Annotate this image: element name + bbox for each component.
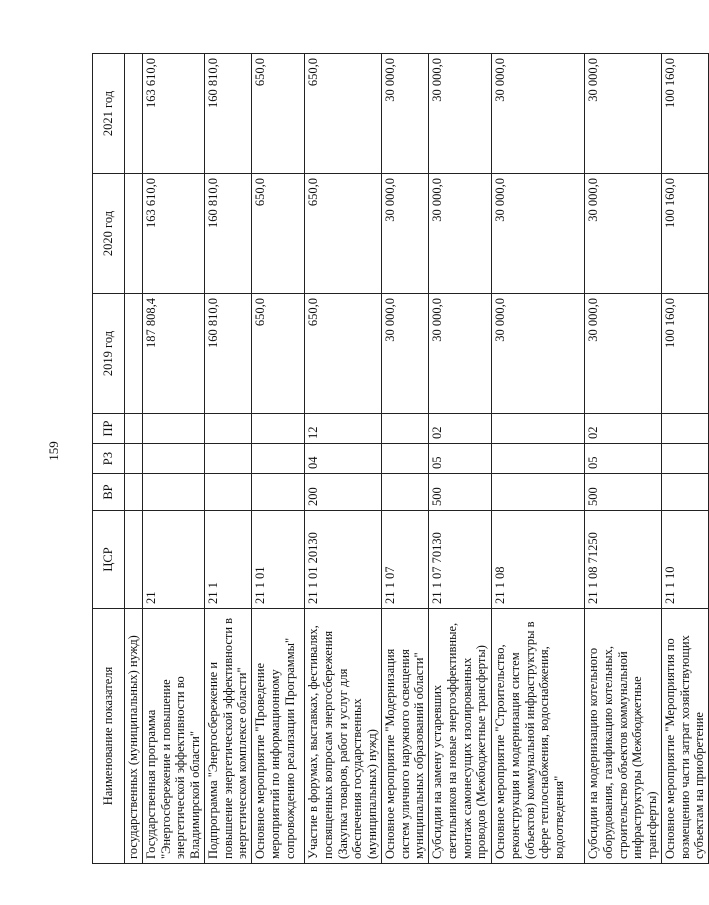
cell-pr (492, 414, 585, 444)
cell-2019: 100 160,0 (661, 294, 708, 414)
cell-csr (125, 511, 143, 609)
cell-name: Основное мероприятие "Проведение мероприятий по информационному сопровождению реализации Программы" (252, 609, 305, 864)
cell-2020: 163 610,0 (142, 174, 204, 294)
header-rz: РЗ (93, 444, 125, 474)
header-vr: ВР (93, 474, 125, 511)
cell-pr: 02 (585, 414, 662, 444)
cell-name: Государственная программа "Энергосбережение и повышение энергетической эффективности во Владимирской области" (142, 609, 204, 864)
table-row (661, 54, 708, 864)
cell-rz: 04 (305, 444, 382, 474)
cell-2020: 30 000,0 (585, 174, 662, 294)
table-row (429, 54, 492, 864)
cell-name: Основное мероприятие "Мероприятия по возмещению части затрат хозяйствующих субъектам на приобретение (661, 609, 708, 864)
cell-pr (381, 414, 428, 444)
cell-pr (204, 414, 251, 444)
cell-vr: 500 (429, 474, 492, 511)
cell-2019: 30 000,0 (492, 294, 585, 414)
cell-rz (492, 444, 585, 474)
cell-vr (492, 474, 585, 511)
cell-rz: 05 (429, 444, 492, 474)
cell-2019: 187 808,4 (142, 294, 204, 414)
table-row (381, 54, 428, 864)
cell-csr: 21 1 07 70130 (429, 511, 492, 609)
cell-2021: 650,0 (305, 54, 382, 174)
cell-name: Субсидии на модернизацию котельного оборудования, газификацию котельных, строительство объектов коммунальной инфраструктуры (Межбюджетные трансферты) (585, 609, 662, 864)
cell-2021: 30 000,0 (429, 54, 492, 174)
cell-2019: 30 000,0 (429, 294, 492, 414)
cell-csr: 21 (142, 511, 204, 609)
cell-rz: 05 (585, 444, 662, 474)
cell-name: Основное мероприятие "Модернизация систем уличного наружного освещения муниципальных образований области" (381, 609, 428, 864)
cell-name: Участие в форумах, выставках, фестивалях, посвященных вопросам энергосбережения (Закупка товаров, работ и услуг для обеспечения государственных (муниципальных) нужд) (305, 609, 382, 864)
cell-2021: 160 810,0 (204, 54, 251, 174)
cell-csr: 21 1 (204, 511, 251, 609)
cell-vr (252, 474, 305, 511)
cell-rz (252, 444, 305, 474)
cell-2020: 100 160,0 (661, 174, 708, 294)
cell-name: Подпрограмма "Энергосбережение и повышение энергетической эффективности в энергетическом комплексе области" (204, 609, 251, 864)
header-pr: ПР (93, 414, 125, 444)
cell-pr (142, 414, 204, 444)
cell-2020: 650,0 (252, 174, 305, 294)
cell-vr (204, 474, 251, 511)
cell-2019: 30 000,0 (381, 294, 428, 414)
header-2019: 2019 год (93, 294, 125, 414)
cell-csr: 21 1 08 71250 (585, 511, 662, 609)
header-csr: ЦСР (93, 511, 125, 609)
cell-2021: 30 000,0 (585, 54, 662, 174)
header-row (93, 54, 125, 864)
cell-2020: 30 000,0 (429, 174, 492, 294)
header-name: Наименование показателя (93, 609, 125, 864)
cell-name: Основное мероприятие "Строительство, реконструкция и модернизация систем (объектов) коммунальной инфраструктуры в сфере теплоснабжения, водоснабжения, водоотведения" (492, 609, 585, 864)
cell-vr (142, 474, 204, 511)
cell-vr (661, 474, 708, 511)
cell-2020 (125, 174, 143, 294)
cell-2020: 30 000,0 (492, 174, 585, 294)
cell-2020: 650,0 (305, 174, 382, 294)
header-2020: 2020 год (93, 174, 125, 294)
cell-csr: 21 1 01 (252, 511, 305, 609)
cell-rz (142, 444, 204, 474)
cell-rz (125, 444, 143, 474)
cell-rz (661, 444, 708, 474)
cell-pr (661, 414, 708, 444)
table-row (305, 54, 382, 864)
cell-vr: 200 (305, 474, 382, 511)
cell-2019: 650,0 (252, 294, 305, 414)
cell-2021: 650,0 (252, 54, 305, 174)
cell-csr: 21 1 07 (381, 511, 428, 609)
table-row (252, 54, 305, 864)
cell-pr (125, 414, 143, 444)
cell-csr: 21 1 10 (661, 511, 708, 609)
cell-pr (252, 414, 305, 444)
cell-pr: 12 (305, 414, 382, 444)
cell-name: государственных (муниципальных) нужд) (125, 609, 143, 864)
cell-2021: 30 000,0 (381, 54, 428, 174)
table-row (492, 54, 585, 864)
cell-2020: 30 000,0 (381, 174, 428, 294)
cell-vr: 500 (585, 474, 662, 511)
cell-2021: 100 160,0 (661, 54, 708, 174)
cell-pr: 02 (429, 414, 492, 444)
cell-2019 (125, 294, 143, 414)
cell-rz (204, 444, 251, 474)
cell-rz (381, 444, 428, 474)
table-row (142, 54, 204, 864)
cell-name: Субсидии на замену устаревших светильников на новые энергоэффективные, монтаж самонесущих изолированных проводов (Межбюджетные трансферты) (429, 609, 492, 864)
table-row (585, 54, 662, 864)
cell-2021: 163 610,0 (142, 54, 204, 174)
cell-2019: 160 810,0 (204, 294, 251, 414)
cell-2019: 650,0 (305, 294, 382, 414)
cell-2020: 160 810,0 (204, 174, 251, 294)
cell-vr (381, 474, 428, 511)
cell-vr (125, 474, 143, 511)
cell-2021 (125, 54, 143, 174)
table-row (204, 54, 251, 864)
cell-csr: 21 1 01 20130 (305, 511, 382, 609)
budget-table (92, 53, 709, 864)
header-2021: 2021 год (93, 54, 125, 174)
cell-csr: 21 1 08 (492, 511, 585, 609)
table-row (125, 54, 143, 864)
page-number: 159 (46, 441, 61, 461)
cell-2021: 30 000,0 (492, 54, 585, 174)
rotated-page-content (92, 54, 707, 864)
cell-2019: 30 000,0 (585, 294, 662, 414)
